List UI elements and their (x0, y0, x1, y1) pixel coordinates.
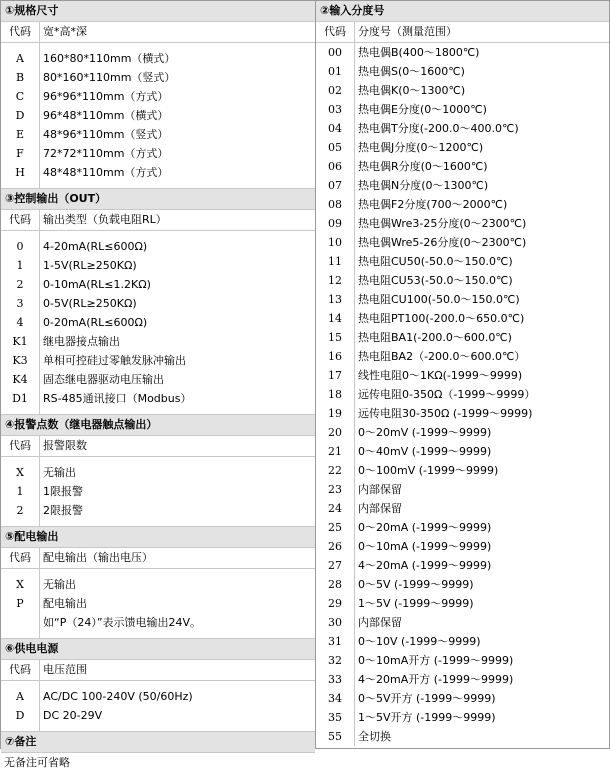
input-type-table-row (316, 347, 609, 366)
remarks-section-title: ⑦备注 (1, 732, 315, 753)
input-type-table-row (316, 366, 609, 385)
input-type-table-row (316, 252, 609, 271)
input-type-table-row (316, 651, 609, 670)
output-code-cell: 0 (1, 237, 40, 256)
output-section-title: ③控制输出（OUT） (1, 189, 315, 210)
input-type-code-cell: 32 (316, 651, 355, 670)
power-distribution-code-header: 代码 (1, 548, 40, 568)
input-type-code-cell: 34 (316, 689, 355, 708)
size-code-cell: F (1, 144, 40, 163)
input-type-desc-cell: 远传电阻30-350Ω (-1999～9999) (358, 407, 533, 420)
power-distribution-desc-cell: 无输出 (43, 578, 76, 591)
size-code-cell: H (1, 163, 40, 182)
alarm-desc-cell: 无输出 (43, 466, 76, 479)
size-code-cell: A (1, 49, 40, 68)
input-type-code-cell: 13 (316, 290, 355, 309)
output-desc-cell: 继电器接点输出 (43, 335, 120, 348)
input-type-table-row (316, 404, 609, 423)
input-type-table-row (316, 233, 609, 252)
alarm-table-row (1, 482, 315, 501)
size-desc-cell: 72*72*110mm（方式） (43, 147, 169, 160)
input-type-desc-cell: 0～100mV (-1999～9999) (358, 464, 499, 477)
input-type-code-cell: 08 (316, 195, 355, 214)
input-type-table-row (316, 708, 609, 727)
input-type-code-cell: 55 (316, 727, 355, 746)
input-type-desc-cell: 热电偶R分度(0～1600℃) (358, 160, 488, 173)
input-type-desc-cell: 0～40mV (-1999～9999) (358, 445, 492, 458)
input-type-code-cell: 14 (316, 309, 355, 328)
power-distribution-column-header (1, 548, 315, 569)
input-type-desc-cell: 热电阻CU100(-50.0～150.0℃) (358, 293, 520, 306)
size-table-row (1, 106, 315, 125)
alarm-desc-cell: 1限报警 (43, 485, 83, 498)
output-desc-cell: 固态继电器驱动电压输出 (43, 373, 164, 386)
input-type-code-cell: 09 (316, 214, 355, 233)
input-type-table-row (316, 461, 609, 480)
output-desc-cell: 4-20mA(RL≤600Ω) (43, 240, 148, 253)
input-type-desc-cell: 热电偶Wre5-26分度(0～2300℃) (358, 236, 527, 249)
size-code-header: 代码 (1, 22, 40, 42)
input-type-table-row (316, 43, 609, 62)
alarm-spacer (1, 520, 315, 526)
input-type-table-row (316, 176, 609, 195)
alarm-code-cell: 2 (1, 501, 40, 520)
size-desc-header: 宽*高*深 (43, 25, 87, 38)
input-type-desc-cell: 热电偶T分度(-200.0～400.0℃) (358, 122, 519, 135)
input-type-code-cell: 20 (316, 423, 355, 442)
output-table-row (1, 294, 315, 313)
size-desc-cell: 160*80*110mm（横式） (43, 52, 176, 65)
size-desc-cell: 48*96*110mm（竖式） (43, 128, 169, 141)
input-type-desc-cell: 4～20mA (-1999～9999) (358, 559, 492, 572)
input-type-code-header: 代码 (316, 22, 355, 42)
input-type-table-row (316, 138, 609, 157)
input-type-code-cell: 17 (316, 366, 355, 385)
power-distribution-spacer (1, 632, 315, 638)
output-code-cell: 1 (1, 256, 40, 275)
output-code-cell: K4 (1, 370, 40, 389)
size-table-row (1, 87, 315, 106)
input-type-table-row (316, 195, 609, 214)
input-type-desc-cell: 内部保留 (358, 502, 402, 515)
input-type-desc-cell: 热电偶J分度(0～1200℃) (358, 141, 484, 154)
output-table-row (1, 370, 315, 389)
input-type-code-cell: 00 (316, 43, 355, 62)
input-type-desc-cell: 0～20mA (-1999～9999) (358, 521, 492, 534)
output-spacer-cell (1, 408, 40, 414)
input-type-table-row (316, 62, 609, 81)
size-desc-cell: 48*48*110mm（方式） (43, 166, 169, 179)
size-desc-cell: 96*96*110mm（方式） (43, 90, 169, 103)
input-type-desc-cell: 热电偶S(0～1600℃) (358, 65, 465, 78)
input-type-table-row (316, 309, 609, 328)
output-code-cell: 3 (1, 294, 40, 313)
power-distribution-spacer-cell (1, 632, 40, 638)
input-type-desc-cell: 内部保留 (358, 483, 402, 496)
power-distribution-section-body (1, 569, 315, 639)
input-type-code-cell: 35 (316, 708, 355, 727)
input-type-code-cell: 23 (316, 480, 355, 499)
power-supply-table-row (1, 706, 315, 725)
input-type-table-row (316, 328, 609, 347)
alarm-desc-header: 报警限数 (43, 439, 87, 452)
output-desc-cell: 0-20mA(RL≤600Ω) (43, 316, 148, 329)
alarm-table-row (1, 501, 315, 520)
input-type-code-cell: 18 (316, 385, 355, 404)
size-section-title: ①规格尺寸 (1, 1, 315, 22)
input-type-desc-cell: 热电阻CU53(-50.0～150.0℃) (358, 274, 513, 287)
input-type-table-row (316, 613, 609, 632)
input-type-code-cell: 21 (316, 442, 355, 461)
output-spacer (1, 408, 315, 414)
input-type-table-row (316, 385, 609, 404)
input-type-code-cell: 12 (316, 271, 355, 290)
input-type-desc-cell: 4～20mA开方 (-1999～9999) (358, 673, 514, 686)
output-column-header (1, 210, 315, 231)
output-table-row (1, 332, 315, 351)
output-table-row (1, 389, 315, 408)
output-desc-cell: 0-5V(RL≥250KΩ) (43, 297, 137, 310)
output-table-row (1, 313, 315, 332)
input-type-code-cell: 07 (316, 176, 355, 195)
power-distribution-table-row (1, 613, 315, 632)
input-type-desc-header: 分度号（测量范围） (358, 25, 457, 38)
size-table-row (1, 49, 315, 68)
alarm-section-title: ④报警点数（继电器触点输出） (1, 415, 315, 436)
input-type-desc-cell: 线性电阻0～1KΩ(-1999～9999) (358, 369, 523, 382)
input-type-desc-cell: 热电偶Wre3-25分度(0～2300℃) (358, 217, 527, 230)
power-supply-code-cell: A (1, 687, 40, 706)
size-code-cell: D (1, 106, 40, 125)
input-type-code-cell: 05 (316, 138, 355, 157)
power-distribution-code-cell (1, 613, 40, 632)
input-type-table-row (316, 537, 609, 556)
input-type-code-cell: 10 (316, 233, 355, 252)
power-supply-spacer-cell (1, 725, 40, 731)
input-type-table-row (316, 670, 609, 689)
input-type-table-row (316, 81, 609, 100)
input-type-code-cell: 22 (316, 461, 355, 480)
input-type-desc-cell: 0～20mV (-1999～9999) (358, 426, 492, 439)
input-type-table-row (316, 442, 609, 461)
input-type-desc-cell: 0～10V (-1999～9999) (358, 635, 481, 648)
output-section-body (1, 231, 315, 415)
size-desc-cell: 80*160*110mm（竖式） (43, 71, 176, 84)
input-type-code-cell: 11 (316, 252, 355, 271)
input-type-desc-cell: 热电阻CU50(-50.0～150.0℃) (358, 255, 513, 268)
output-desc-cell: RS-485通讯接口（Modbus） (43, 392, 192, 405)
output-desc-header: 输出类型（负载电阻RL） (43, 213, 167, 226)
size-code-cell: C (1, 87, 40, 106)
alarm-code-header: 代码 (1, 436, 40, 456)
input-type-table-row (316, 499, 609, 518)
input-type-desc-cell: 远传电阻0-350Ω（-1999～9999） (358, 388, 536, 401)
alarm-spacer-cell (1, 520, 40, 526)
input-type-desc-cell: 热电偶E分度(0～1000℃) (358, 103, 487, 116)
alarm-table-row (1, 463, 315, 482)
size-section-body (1, 43, 315, 189)
size-table-row (1, 68, 315, 87)
input-type-code-cell: 06 (316, 157, 355, 176)
input-type-code-cell: 03 (316, 100, 355, 119)
size-code-cell: B (1, 68, 40, 87)
input-type-table-row (316, 632, 609, 651)
output-table-row (1, 351, 315, 370)
size-spacer (1, 182, 315, 188)
output-desc-cell: 0-10mA(RL≤1.2KΩ) (43, 278, 151, 291)
output-table-row (1, 256, 315, 275)
input-type-table-row (316, 594, 609, 613)
input-type-table-row (316, 290, 609, 309)
input-type-desc-cell: 热电偶F2分度(700～2000℃) (358, 198, 508, 211)
alarm-column-header (1, 436, 315, 457)
power-distribution-code-cell: P (1, 594, 40, 613)
power-supply-table-row (1, 687, 315, 706)
input-type-desc-cell: 热电偶N分度(0～1300℃) (358, 179, 489, 192)
input-type-table-row (316, 214, 609, 233)
output-table-row (1, 275, 315, 294)
input-type-desc-cell: 0～5V开方 (-1999～9999) (358, 692, 496, 705)
input-type-desc-cell: 0～10mA开方 (-1999～9999) (358, 654, 514, 667)
input-type-code-cell: 31 (316, 632, 355, 651)
input-type-code-cell: 19 (316, 404, 355, 423)
input-type-code-cell: 15 (316, 328, 355, 347)
power-distribution-desc-cell: 如“P（24）”表示馈电输出24V。 (43, 616, 202, 629)
size-table-row (1, 144, 315, 163)
input-type-table-row (316, 100, 609, 119)
size-spacer-cell (1, 182, 40, 188)
remarks-text: 无备注可省略 (4, 756, 70, 769)
input-type-section-title: ②输入分度号 (316, 1, 609, 22)
input-type-table-row (316, 518, 609, 537)
power-distribution-code-cell: X (1, 575, 40, 594)
input-type-code-cell: 28 (316, 575, 355, 594)
input-type-desc-cell: 1～5V (-1999～9999) (358, 597, 474, 610)
input-type-table-row (316, 727, 609, 746)
input-type-section-body (316, 43, 609, 746)
input-type-desc-cell: 0～5V (-1999～9999) (358, 578, 474, 591)
input-type-code-cell: 16 (316, 347, 355, 366)
power-distribution-desc-cell: 配电输出 (43, 597, 87, 610)
alarm-code-cell: 1 (1, 482, 40, 501)
input-type-code-cell: 29 (316, 594, 355, 613)
input-type-table-row (316, 119, 609, 138)
input-type-code-cell: 02 (316, 81, 355, 100)
input-type-table-row (316, 271, 609, 290)
input-type-desc-cell: 1～5V开方 (-1999～9999) (358, 711, 496, 724)
input-type-desc-cell: 内部保留 (358, 616, 402, 629)
input-type-code-cell: 25 (316, 518, 355, 537)
power-distribution-section-title: ⑤配电输出 (1, 527, 315, 548)
input-type-table-row (316, 480, 609, 499)
input-type-code-cell: 33 (316, 670, 355, 689)
power-supply-desc-header: 电压范围 (43, 663, 87, 676)
size-column-header (1, 22, 315, 43)
alarm-code-cell: X (1, 463, 40, 482)
power-distribution-desc-header: 配电输出（输出电压） (43, 551, 153, 564)
input-type-desc-cell: 全切换 (358, 730, 391, 743)
input-type-table-row (316, 423, 609, 442)
output-code-cell: 4 (1, 313, 40, 332)
remarks-row (1, 753, 315, 772)
size-table-row (1, 125, 315, 144)
input-type-table-row (316, 556, 609, 575)
input-type-desc-cell: 热电偶B(400～1800℃) (358, 46, 480, 59)
power-supply-column-header (1, 660, 315, 681)
power-supply-spacer (1, 725, 315, 731)
power-supply-code-header: 代码 (1, 660, 40, 680)
output-code-cell: D1 (1, 389, 40, 408)
output-table-row (1, 237, 315, 256)
input-type-desc-cell: 热电阻BA1(-200.0～600.0℃) (358, 331, 512, 344)
input-type-desc-cell: 热电阻BA2（-200.0～600.0℃） (358, 350, 526, 363)
power-supply-code-cell: D (1, 706, 40, 725)
input-type-table-row (316, 689, 609, 708)
power-supply-section-body (1, 681, 315, 732)
input-type-desc-cell: 热电偶K(0～1300℃) (358, 84, 466, 97)
power-supply-desc-cell: AC/DC 100-240V (50/60Hz) (43, 690, 193, 703)
power-distribution-table-row (1, 594, 315, 613)
power-supply-section-title: ⑥供电电源 (1, 639, 315, 660)
size-table-row (1, 163, 315, 182)
input-type-code-cell: 26 (316, 537, 355, 556)
input-type-code-cell: 27 (316, 556, 355, 575)
alarm-section-body (1, 457, 315, 527)
power-distribution-table-row (1, 575, 315, 594)
input-type-desc-cell: 0～10mA (-1999～9999) (358, 540, 492, 553)
output-desc-cell: 单相可控硅过零触发脉冲输出 (43, 354, 186, 367)
output-code-cell: K3 (1, 351, 40, 370)
input-type-code-cell: 01 (316, 62, 355, 81)
input-type-code-cell: 30 (316, 613, 355, 632)
output-code-cell: 2 (1, 275, 40, 294)
alarm-desc-cell: 2限报警 (43, 504, 83, 517)
input-type-code-cell: 24 (316, 499, 355, 518)
input-type-code-cell: 04 (316, 119, 355, 138)
input-type-column-header (316, 22, 609, 43)
size-code-cell: E (1, 125, 40, 144)
power-supply-desc-cell: DC 20-29V (43, 709, 103, 722)
right-column (316, 0, 610, 749)
output-desc-cell: 1-5V(RL≥250KΩ) (43, 259, 137, 272)
input-type-table-row (316, 575, 609, 594)
input-type-table-row (316, 157, 609, 176)
size-desc-cell: 96*48*110mm（横式） (43, 109, 169, 122)
output-code-header: 代码 (1, 210, 40, 230)
input-type-desc-cell: 热电阻PT100(-200.0～650.0℃) (358, 312, 525, 325)
output-code-cell: K1 (1, 332, 40, 351)
